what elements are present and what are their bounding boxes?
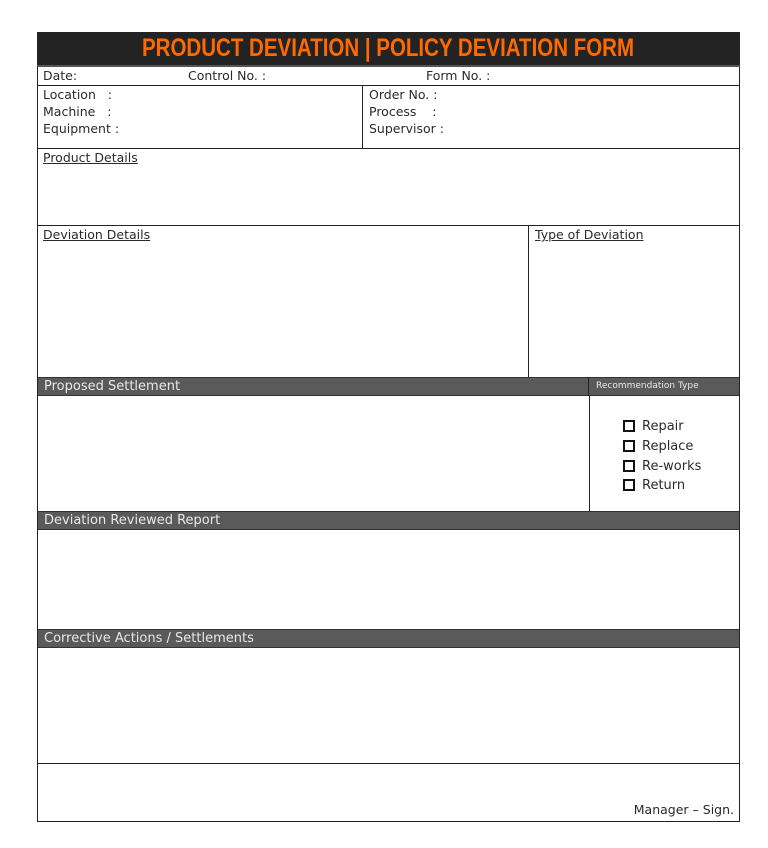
- deviation-details-field[interactable]: [40, 245, 525, 375]
- date-label: Date:: [43, 68, 78, 83]
- checkbox-label: Replace: [642, 438, 694, 454]
- corrective-actions-header: [38, 629, 739, 648]
- location-label: Location :: [43, 87, 113, 102]
- deviation-reviewed-report-label: Deviation Reviewed Report: [44, 513, 221, 528]
- control-no-field[interactable]: [288, 68, 418, 84]
- checkbox-reworks[interactable]: [623, 456, 701, 476]
- checkbox-icon[interactable]: [623, 479, 635, 491]
- proposed-settlement-label: Proposed Settlement: [44, 379, 181, 394]
- manager-sign-label: Manager – Sign.: [633, 802, 734, 817]
- deviation-reviewed-report-field[interactable]: [40, 532, 737, 628]
- supervisor-field[interactable]: [458, 121, 733, 137]
- checkbox-label: Re-works: [642, 458, 702, 474]
- divider: [38, 148, 739, 149]
- supervisor-label: Supervisor :: [369, 121, 444, 136]
- checkbox-label: Repair: [642, 418, 684, 434]
- deviation-reviewed-report-header: [38, 511, 739, 530]
- equipment-field[interactable]: [138, 121, 358, 137]
- deviation-details-label: Deviation Details: [43, 227, 151, 242]
- divider: [38, 763, 739, 764]
- equipment-label: Equipment :: [43, 121, 120, 136]
- divider: [528, 225, 529, 378]
- deviation-form: [37, 32, 740, 822]
- machine-label: Machine :: [43, 104, 112, 119]
- divider: [38, 225, 739, 226]
- checkbox-icon[interactable]: [623, 460, 635, 472]
- product-details-label: Product Details: [43, 150, 138, 165]
- location-field[interactable]: [138, 87, 358, 103]
- product-details-field[interactable]: [40, 168, 737, 224]
- divider: [588, 377, 589, 396]
- checkbox-replace[interactable]: [623, 436, 693, 456]
- order-no-label: Order No. :: [369, 87, 438, 102]
- order-no-field[interactable]: [458, 87, 733, 103]
- divider: [589, 396, 590, 512]
- control-no-label: Control No. :: [188, 68, 267, 83]
- machine-field[interactable]: [138, 104, 358, 120]
- form-no-label: Form No. :: [426, 68, 491, 83]
- corrective-actions-field[interactable]: [40, 650, 737, 762]
- date-field[interactable]: [88, 68, 178, 84]
- corrective-actions-label: Corrective Actions / Settlements: [44, 631, 254, 646]
- proposed-settlement-header: [38, 377, 739, 396]
- checkbox-return[interactable]: [623, 475, 685, 495]
- type-of-deviation-label: Type of Deviation: [535, 227, 644, 242]
- divider: [38, 85, 739, 86]
- checkbox-icon[interactable]: [623, 420, 635, 432]
- type-of-deviation-field[interactable]: [532, 245, 737, 375]
- checkbox-icon[interactable]: [623, 440, 635, 452]
- divider: [362, 85, 363, 148]
- recommendation-type-label: Recommendation Type: [596, 381, 699, 391]
- checkbox-repair[interactable]: [623, 416, 684, 436]
- checkbox-label: Return: [642, 477, 686, 493]
- form-no-field[interactable]: [503, 68, 733, 84]
- manager-signature-field[interactable]: [40, 765, 737, 820]
- proposed-settlement-field[interactable]: [40, 398, 585, 510]
- form-title: PRODUCT DEVIATION | POLICY DEVIATION FORM: [141, 34, 635, 62]
- process-label: Process :: [369, 104, 437, 119]
- process-field[interactable]: [458, 104, 733, 120]
- title-bar: [37, 32, 740, 67]
